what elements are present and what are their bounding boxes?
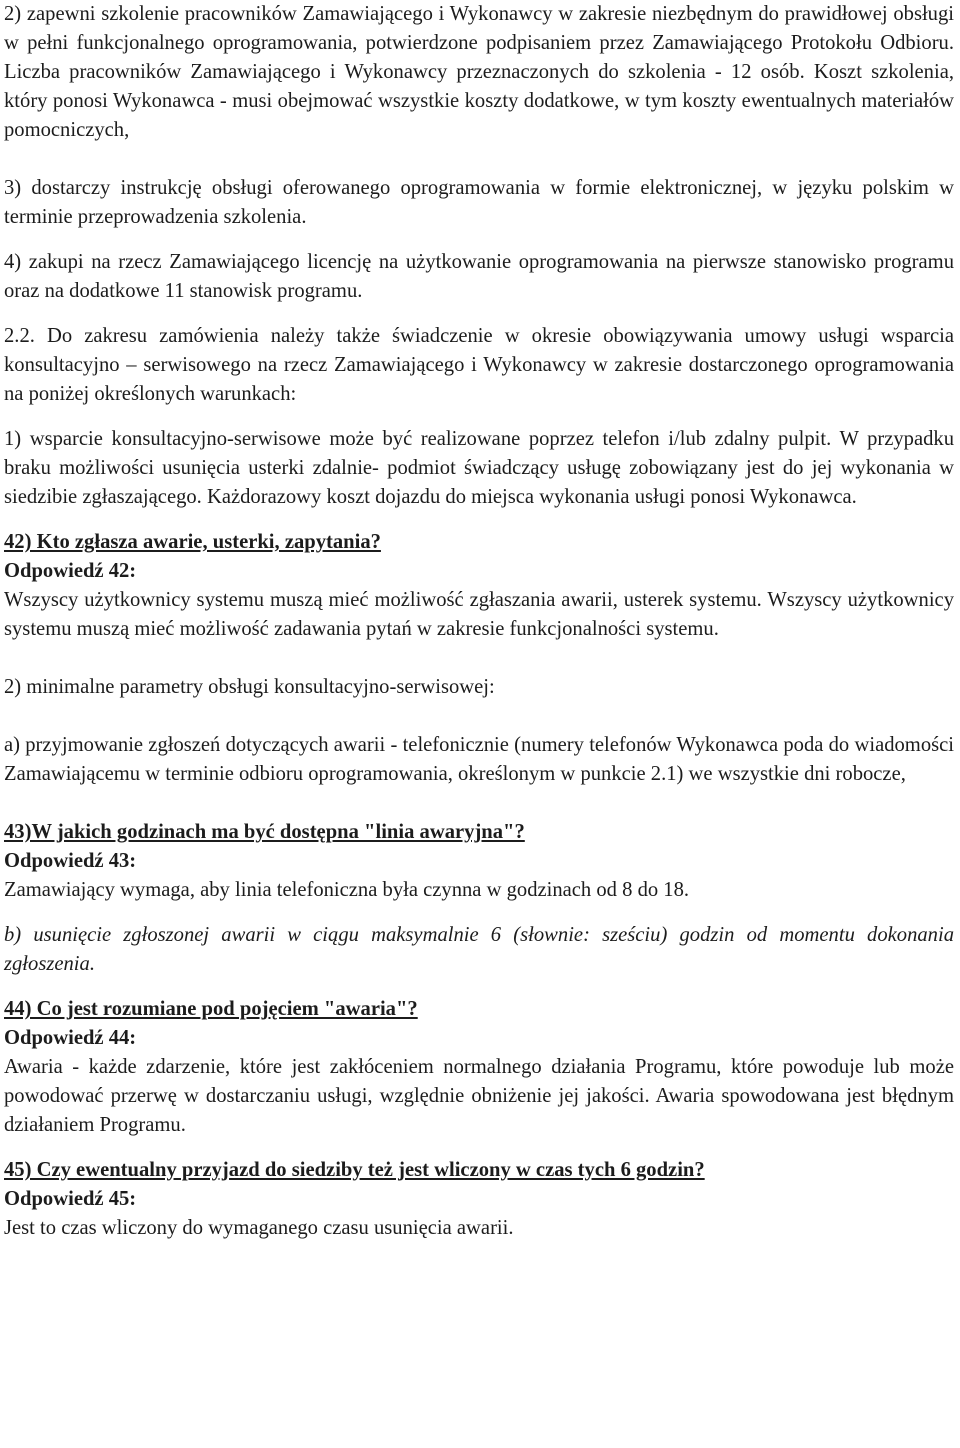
answer-44-label: Odpowiedź 44:: [4, 1027, 137, 1049]
answer-43-label: Odpowiedź 43:: [4, 850, 137, 872]
paragraph-reporting: a) przyjmowanie zgłoszeń dotyczących awarii - telefonicznie (numery telefonów Wykonawca poda do wiadomości Zamawiającemu w terminie odbioru oprogramowania, określonym w punkcie 2.1) we wszystkie dni robocze,: [4, 734, 954, 785]
answer-44-text: Awaria - każde zdarzenie, które jest zakłóceniem normalnego działania Programu, które powoduje lub może powodować przerwę w dostarczaniu usługi, względnie obniżenie jej jakości. Awaria spowodowana jest błędnym działaniem Programu.: [4, 1056, 954, 1136]
paragraph-min-params: 2) minimalne parametry obsługi konsultacyjno-serwisowej:: [4, 676, 495, 698]
answer-42-label: Odpowiedź 42:: [4, 560, 137, 582]
question-43-block: [4, 818, 954, 979]
answer-43-text: Zamawiający wymaga, aby linia telefoniczna była czynna w godzinach od 8 do 18.: [4, 879, 690, 901]
question-42: 42) Kto zgłasza awarie, usterki, zapytania?: [4, 531, 381, 553]
question-44: 44) Co jest rozumiane pod pojęciem "awaria"?: [4, 998, 418, 1020]
paragraph-license: 4) zakupi na rzecz Zamawiającego licencję na użytkowanie oprogramowania na pierwsze stanowisko programu oraz na dodatkowe 11 stanowisk programu.: [4, 251, 954, 302]
answer-45-label: Odpowiedź 45:: [4, 1188, 137, 1210]
answer-42-text: Wszyscy użytkownicy systemu muszą mieć możliwość zgłaszania awarii, usterek systemu. Wszyscy użytkownicy systemu muszą mieć możliwość zadawania pytań w zakresie funkcjonalności systemu.: [4, 589, 954, 640]
question-45-block: [4, 1156, 954, 1243]
paragraph-scope: 2.2. Do zakresu zamówienia należy także świadczenie w okresie obowiązywania umowy usługi wsparcia konsultacyjno – serwisowego na rzecz Zamawiającego i Wykonawcy w zakresie dostarczonego oprogramowania na poniżej określonych warunkach:: [4, 325, 954, 405]
question-45: 45) Czy ewentualny przyjazd do siedziby też jest wliczony w czas tych 6 godzin?: [4, 1159, 705, 1181]
note-43-italic: b) usunięcie zgłoszonej awarii w ciągu maksymalnie 6 (słownie: sześciu) godzin od momentu dokonania zgłoszenia.: [4, 924, 954, 975]
question-44-block: [4, 995, 954, 1140]
paragraph-manual: 3) dostarczy instrukcję obsługi oferowanego oprogramowania w formie elektronicznej, w języku polskim w terminie przeprowadzenia szkolenia.: [4, 177, 954, 228]
question-42-block: [4, 528, 954, 644]
paragraph-training: 2) zapewni szkolenie pracowników Zamawiającego i Wykonawcy w zakresie niezbędnym do prawidłowej obsługi w pełni funkcjonalnego oprogramowania, potwierdzone podpisaniem przez Zamawiającego Protokołu Odbioru. Liczba pracowników Zamawiającego i Wykonawcy przeznaczonych do szkolenia - 12 osób. Koszt szkolenia, który ponosi Wykonawca - musi obejmować wszystkie koszty dodatkowe, w tym koszty ewentualnych materiałów pomocniczych,: [4, 3, 954, 141]
paragraph-support: 1) wsparcie konsultacyjno-serwisowe może być realizowane poprzez telefon i/lub zdalny pulpit. W przypadku braku możliwości usunięcia usterki zdalnie- podmiot świadczący usługę zobowiązany jest do jej wykonania w siedzibie zgłaszającego. Każdorazowy koszt dojazdu do miejsca wykonania usługi ponosi Wykonawca.: [4, 428, 954, 508]
question-43: 43)W jakich godzinach ma być dostępna "linia awaryjna"?: [4, 821, 525, 843]
answer-45-text: Jest to czas wliczony do wymaganego czasu usunięcia awarii.: [4, 1217, 514, 1239]
